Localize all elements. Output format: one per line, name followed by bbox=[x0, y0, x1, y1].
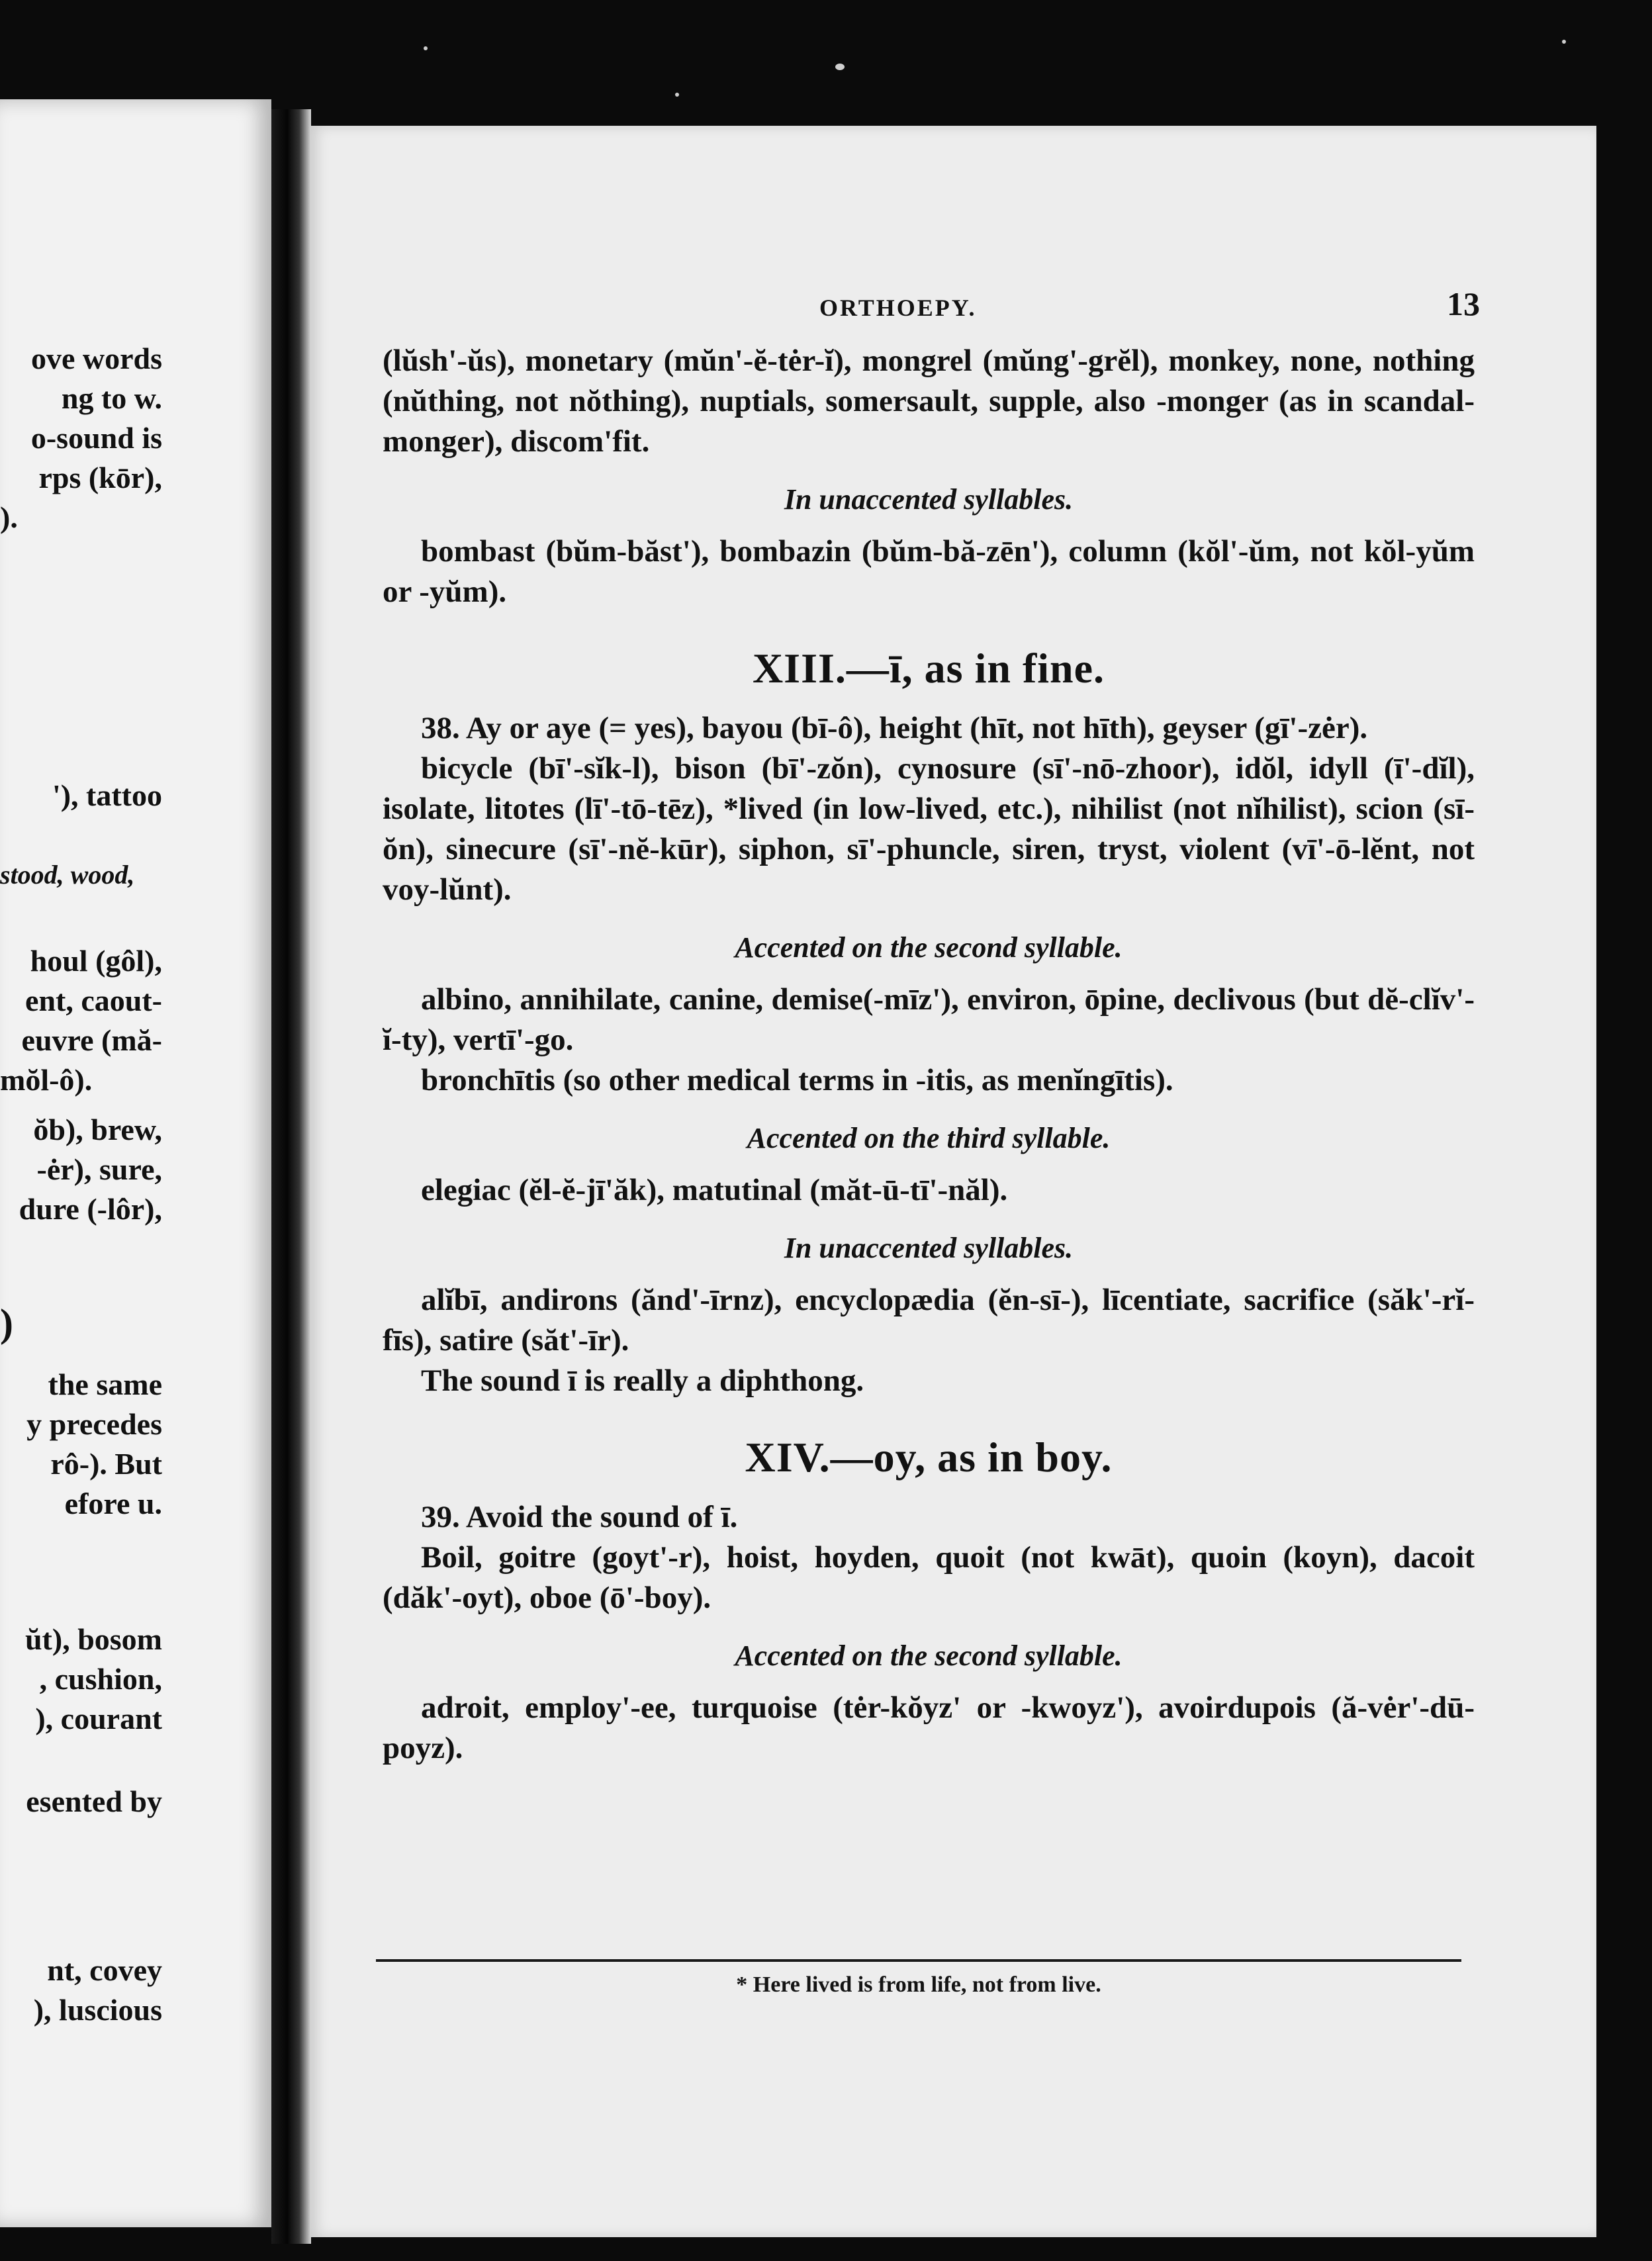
left-page-line: '), tattoo bbox=[52, 778, 162, 812]
page-number: 13 bbox=[1447, 285, 1480, 322]
left-page-line: houl (gôl), bbox=[30, 944, 162, 978]
left-page-line: dure (-lôr), bbox=[19, 1192, 162, 1226]
left-page-line: mŏl-ô). bbox=[0, 1063, 93, 1097]
left-page-line: y precedes bbox=[26, 1407, 162, 1441]
paragraph: (lŭsh'-ŭs), monetary (mŭn'-ĕ-tėr-ĭ), mongrel (mŭng'-grĕl), monkey, none, nothing (nŭthing, not nŏthing), nuptials, somersault, supple, also -monger (as in scandal-monger), discom'fit. bbox=[383, 344, 1475, 459]
left-page-line: stood, wood, bbox=[0, 860, 135, 890]
dust-speck bbox=[835, 64, 845, 70]
paragraph: bicycle (bī'-sĭk-l), bison (bī'-zŏn), cynosure (sī'-nō-zhoor), idŏl, idyll (ī'-dĭl), isolate, litotes (lī'-tō-tēz), *lived (in low-lived, etc.), nihilist (not nĭhilist), scion (sī-ŏn), sinecure (sī'-nĕ-kūr), siphon, sī'-phuncle, siren, tryst, violent (vī'-ō-lĕnt, not voy-lŭnt). bbox=[383, 751, 1475, 907]
subsection-label: Accented on the second syllable. bbox=[735, 931, 1123, 964]
previous-page-fragment bbox=[0, 99, 271, 2227]
left-page-line: rô-). But bbox=[50, 1447, 162, 1481]
paragraph: alĭbī, andirons (ănd'-īrnz), encyclopædia (ĕn-sī-), līcentiate, sacrifice (săk'-rĭ-fīs), satire (săt'-īr). bbox=[383, 1283, 1475, 1358]
left-page-line: , cushion, bbox=[39, 1662, 162, 1696]
paragraph: albino, annihilate, canine, demise(-mīz'), environ, ōpine, declivous (but dĕ-clĭv'-ĭ-ty), vertī'-go. bbox=[383, 982, 1475, 1057]
running-header bbox=[383, 285, 1480, 341]
left-page-line: ), courant bbox=[35, 1702, 162, 1735]
left-page-line: ng to w. bbox=[61, 381, 162, 415]
paragraph: 38. Ay or aye (= yes), bayou (bī-ô), height (hīt, not hīth), geyser (gī'-zėr). bbox=[421, 711, 1368, 745]
book-page bbox=[310, 126, 1596, 2237]
left-page-line: o-sound is bbox=[30, 421, 162, 455]
dust-speck bbox=[424, 46, 428, 50]
page-content bbox=[383, 285, 1480, 1769]
left-page-line: nt, covey bbox=[47, 1953, 162, 1987]
text-blocks bbox=[383, 341, 1475, 1769]
section-heading: XIV.—oy, as in boy. bbox=[745, 1434, 1113, 1481]
book-gutter bbox=[271, 109, 311, 2244]
left-page-line: efore u. bbox=[64, 1487, 162, 1520]
left-page-line: esented by bbox=[26, 1784, 162, 1818]
left-page-line: -ėr), sure, bbox=[36, 1152, 162, 1186]
left-page-line: ŏb), brew, bbox=[33, 1113, 162, 1146]
paragraph: bronchītis (so other medical terms in -itis, as menĭngītis). bbox=[421, 1063, 1173, 1097]
paragraph: The sound ī is really a diphthong. bbox=[421, 1363, 864, 1398]
footnote-rule bbox=[376, 1959, 1461, 1962]
paragraph: 39. Avoid the sound of ī. bbox=[421, 1500, 738, 1534]
subsection-label: Accented on the second syllable. bbox=[735, 1639, 1123, 1672]
paragraph: Boil, goitre (goyt'-r), hoist, hoyden, quoit (not kwāt), quoin (koyn), dacoit (dăk'-oyt), oboe (ō'-boy). bbox=[383, 1540, 1475, 1615]
paragraph: elegiac (ĕl-ĕ-jī'ăk), matutinal (măt-ū-tī'-năl). bbox=[421, 1173, 1008, 1207]
footnote: * Here lived is from life, not from live. bbox=[736, 1972, 1101, 1997]
subsection-label: In unaccented syllables. bbox=[784, 483, 1074, 516]
left-page-line: ove words bbox=[30, 342, 162, 375]
left-page-line: ) bbox=[0, 1301, 13, 1345]
paragraph: adroit, employ'-ee, turquoise (tėr-kŏyz' or -kwoyz'), avoirdupois (ă-vėr'-dū-poyz). bbox=[383, 1690, 1475, 1765]
left-page-line: ŭt), bosom bbox=[24, 1622, 162, 1656]
left-page-line: euvre (mă- bbox=[21, 1023, 162, 1057]
subsection-label: Accented on the third syllable. bbox=[747, 1122, 1111, 1154]
left-page-line: ), luscious bbox=[33, 1993, 162, 2027]
left-page-line: the same bbox=[48, 1367, 162, 1401]
dust-speck bbox=[1562, 40, 1566, 44]
paragraph: bombast (bŭm-băst'), bombazin (bŭm-bă-zēn'), column (kŏl'-ŭm, not kŏl-yŭm or -yŭm). bbox=[383, 534, 1475, 609]
subsection-label: In unaccented syllables. bbox=[784, 1232, 1074, 1264]
left-page-line: rps (kōr), bbox=[38, 461, 162, 494]
left-page-line: ent, caout- bbox=[25, 984, 162, 1017]
running-title: ORTHOEPY. bbox=[819, 295, 977, 321]
section-heading: XIII.—ī, as in fine. bbox=[752, 645, 1105, 692]
dust-speck bbox=[675, 93, 679, 97]
left-page-line: ). bbox=[0, 500, 18, 534]
